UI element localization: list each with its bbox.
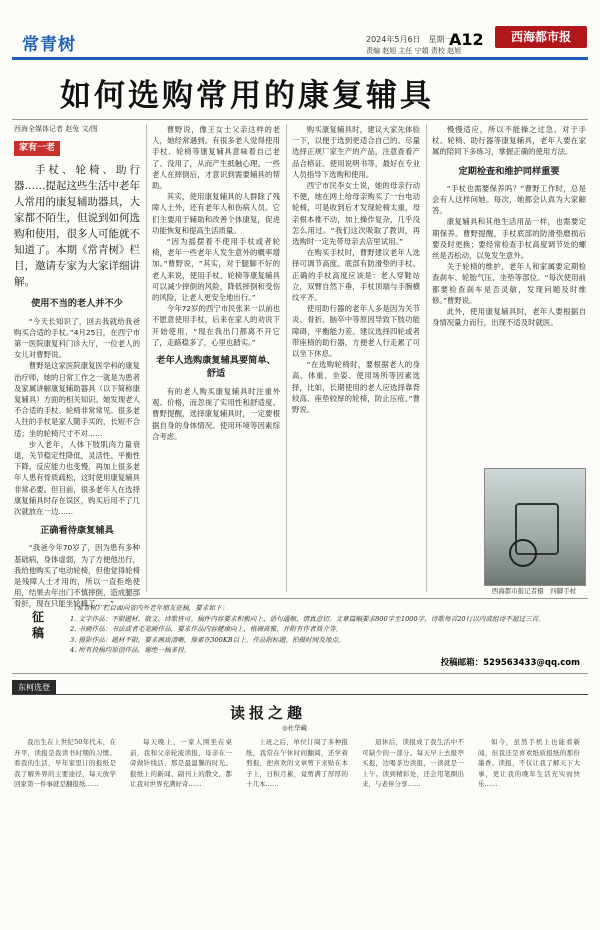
paragraph: 曹野说，像王女士父亲这样的老人，她经常遇到。有很多老人觉得使用手杖、轮椅等康复辅具意味着自己老了、没用了，从而产生抵触心理。一些老人在摔倒后，才意识到需要辅具的帮助。 <box>152 125 280 191</box>
subhead-2: 正确看待康复辅具 <box>40 525 114 537</box>
page-number: A12 <box>449 30 484 49</box>
paragraph: 今年72岁的西宁市民张来一以前也不愿意使用手杖，后来在家人的劝说下开始使用，“现在我出门都离不开它了，走路稳多了，心里也踏实。” <box>152 304 280 347</box>
call-text <box>70 603 580 656</box>
paragraph: 曹野是这家医院康复医学科的康复治疗师，她的日常工作之一就是为患者及家属讲解康复辅助器具（以下简称康复辅具）方面的相关知识。她发现老人不合适的手杖、轮椅非常常见。很多老人拄的手杖是家人随手买的，长短不合适；坐的轮椅尺寸不对…… <box>14 361 140 438</box>
paragraph: “手杖也需要保养吗？”曹野工作时，总是会有人这样问她。每次，她都会认真为大家解答。 <box>432 183 586 216</box>
subhead-4: 定期检查和维护同样重要 <box>458 165 560 177</box>
wheel-shape <box>509 539 537 567</box>
call-line: 4. 所有投稿均原创作品，谢绝一稿多投。 <box>70 646 191 655</box>
article-column-1 <box>14 124 140 609</box>
paragraph: 有的老人购买康复辅具时注重外观、价格，而忽视了实用性和舒适度。曹野提醒，选择康复辅具时，一定要根据自身的身体情况、使用环境等因素综合考虑。 <box>152 387 280 441</box>
bottom-column-5 <box>478 737 580 923</box>
paragraph: 使用助行器的老年人多是因为关节炎、骨折、脑卒中等原因导致下肢功能障碍，平衡能力差。建议选择四轮或者带座椅的助行器，方便老人行走累了可以坐下休息。 <box>292 304 420 359</box>
brand-logo: 西海都市报 <box>495 26 587 48</box>
paragraph: “今天长知识了，回去我就给我爸购买合适的手杖。”4月25日，在西宁市第一医院康复科门诊大厅，一位老人的女儿对曹野说。 <box>14 316 140 360</box>
paragraph: “我爸今年70岁了，因为患有多种基础病，身体虚弱，为了方便他出行，我给他购买了电动轮椅，但他觉得轮椅是残障人士才用的，所以一直拒绝使用，结果去年出门不慎摔倒，造成腿部骨折，现在只能坐轮椅了……” <box>14 543 140 609</box>
bottom-section-tag: 东柯选登 <box>12 680 56 695</box>
paragraph: 如今，虽然手机上也能看新闻，但我还是喜欢纸质报纸的那份墨香。读报，不仅让我了解天下大事，更让我的晚年生活充实而快乐…… <box>478 738 580 788</box>
paragraph: 慢慢适应，所以不能操之过急。对于手杖、轮椅、助行器等康复辅具，老年人要在家属的陪同下多练习，掌握正确的使用方法。 <box>432 125 586 157</box>
call-for-submissions <box>12 598 588 674</box>
bottom-title: 读报之趣 <box>230 704 307 722</box>
column-divider <box>426 124 427 592</box>
article-photo <box>484 468 586 586</box>
paragraph: 步入老年，人体下肢肌肉力量衰退，关节稳定性降低，灵活性、平衡性下降，反应能力也变慢，再加上很多老年人患有骨质疏松，这时使用康复辅具非常必要。但目前，很多老年人在选择康复辅具时存在误区，购买后用不了几次就放在一边…… <box>14 439 140 517</box>
intro-text: 手杖、轮椅、助行器……提起这些生活中老年人常用的康复辅助器具，大家都不陌生，但说到如何选购和使用，很多人可能就不知道了。本期《常青树》栏目，邀请专家为大家详细讲解。 <box>14 164 140 289</box>
paragraph: 在购买手杖时，曹野建议老年人选择可调节高度、底部有防滑垫的手杖。正确的手杖高度应该是：老人穿鞋站立，双臂自然下垂，手杖顶端与手腕横纹平齐。 <box>292 248 420 303</box>
article-column-2 <box>152 124 280 592</box>
bottom-column-3 <box>246 737 348 923</box>
paragraph: “在选购轮椅时，要根据老人的身高、体重、坐姿、使用场所等因素选择，比如，长期使用的老人应选择靠背较高、座垫较厚的轮椅，防止压疮。”曹野说。 <box>292 360 420 415</box>
article-intro <box>14 162 140 290</box>
paragraph: 我出生在上世纪50年代末，在开平，读报是我读书时期的习惯。看我的生活，早年家里订的报纸是我了解外界的主要途径，每天放学回家第一件事就是翻报纸…… <box>14 738 116 788</box>
editors-line: 责编 赵旭 主任 宁娟 责校 赵旭 <box>366 47 462 55</box>
bottom-column-2 <box>130 737 232 923</box>
article-column-4 <box>432 124 586 464</box>
photo-caption: 西海都市报记者摄 四脚手杖 <box>491 587 577 595</box>
section-tag: 家有一老 <box>14 141 60 156</box>
submission-email: 投稿邮箱：529563433@qq.com <box>440 658 580 668</box>
call-line: 《常青树》栏目面向省内外老年朋友征稿，要求如下： <box>70 604 229 612</box>
subhead-3: 老年人选购康复辅具要简单、舒适 <box>156 355 276 380</box>
headline: 如何选购常用的康复辅具 <box>60 78 434 114</box>
bottom-column-1 <box>14 737 116 923</box>
article-column-3 <box>292 124 420 592</box>
page-header <box>12 12 588 56</box>
headline-rule <box>12 119 588 120</box>
section-name: 常青树 <box>22 35 76 55</box>
paragraph: 其实，使用康复辅具的人群除了残障人士外，还有老年人和伤病人员。它们主要用于辅助和改善个体康复，促进功能恢复和提高生活质量。 <box>152 192 280 235</box>
paragraph: 此外，使用康复辅具时，老年人要根据自身情况量力而行，出现不适及时就医。 <box>432 307 586 328</box>
paragraph: 关于轮椅的维护，老年人和家属要定期检查刹车、轮胎气压、坐垫等部位。“每次使用前都要检查刹车是否灵敏，发现问题及时维修。”曹野说。 <box>432 262 586 305</box>
paragraph: 购买康复辅具时，建议大家先体验一下，以便于选到更适合自己的。尽量选择正规厂家生产的产品，注意查看产品合格证、使用说明书等，最好在专业人员指导下选购和使用。 <box>292 125 420 179</box>
paragraph: 西宁市民李女士说，她的母亲行动不便，她在网上给母亲购买了一台电动轮椅，可是收到后才发现轮椅太重，母亲根本推不动，加上操作复杂，几乎没怎么用过。“我们这次吸取了教训，再选购时一定先带母亲去店里试用。” <box>292 181 420 247</box>
call-line: 1. 文字作品：不限题材、散文、诗歌皆可。稿件内容要求积极向上、语句通顺、情真意切。文章篇幅要求800字至1000字，诗歌每首20行以内或组诗不超过三首。 <box>70 614 545 623</box>
paragraph: 退休后，读报成了我生活中不可缺少的一部分。每天早上去报亭买报，边喝茶边读报，一读就是一上午。读到精彩处，还会用笔圈出来，与老伴分享…… <box>362 738 464 788</box>
subhead-1: 使用不当的老人并不少 <box>31 298 123 310</box>
call-line: 2. 书画作品：书法或者毛笔画作品，要求作品内容健康向上、格调高雅，并附有作者简介等。 <box>70 625 343 634</box>
paragraph: 上班之后，单位订阅了多种报纸，我常在午休时间翻阅，还学着剪报，把喜欢的文章剪下来贴在本子上，日积月累，竟剪满了厚厚的十几本…… <box>246 738 348 788</box>
column-divider <box>286 124 287 592</box>
paragraph: 康复辅具和其他生活用品一样，也需要定期保养。曹野提醒，手杖底部的防滑垫磨损后要及时更换；要经常检查手杖高度调节处的螺丝是否松动，以免发生意外。 <box>432 217 586 261</box>
byline: 西海全媒体记者 赵兔 文/图 <box>14 125 98 133</box>
bottom-author: ◎杜华藏 <box>282 724 308 732</box>
column-divider <box>146 124 147 592</box>
call-line: 3. 摄影作品：题材不限，要求画质清晰，像素在300KB以上。作品附标题、拍摄时间及地点。 <box>70 635 345 644</box>
date-line: 2024年5月6日 星期一 <box>366 35 453 44</box>
paragraph: “因为摇摆着不使用手杖或者轮椅，老年一些老年人发生意外的概率增加。”曹野说，“其实，对于腿脚不好的老人来说，使用手杖、轮椅等康复辅具可以减少摔倒的风险，降低摔倒和受伤的风险，让老人更安全地出行。” <box>152 237 280 303</box>
paragraph: 每天晚上，一家人围坐在桌前，我和父亲轮流读报，母亲在一旁做针线活，那是最温馨的时光。报纸上的新闻、副刊上的散文，都让我对世界充满好奇…… <box>130 738 232 788</box>
bottom-column-4 <box>362 737 464 923</box>
call-label: 征稿 <box>32 610 45 640</box>
header-rule <box>12 57 588 60</box>
bottom-rule <box>12 694 588 695</box>
